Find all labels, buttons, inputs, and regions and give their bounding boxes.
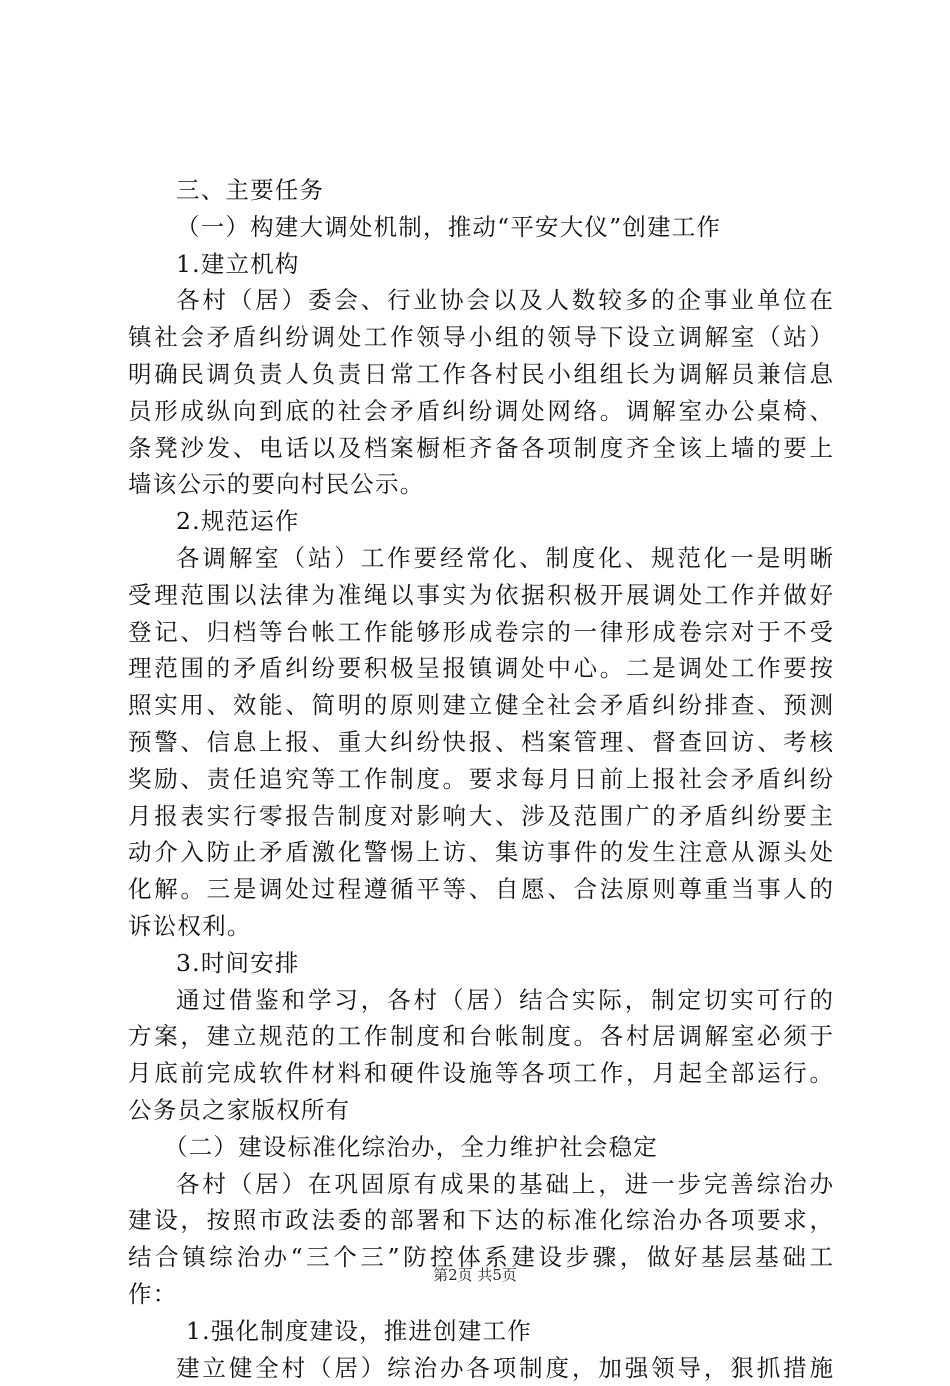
item-heading: 3.时间安排 <box>128 945 833 982</box>
paragraph-line: 公务员之家版权所有 <box>128 1092 833 1129</box>
paragraph-line: 月报表实行零报告制度对影响大、涉及范围广的矛盾纠纷要主 <box>128 798 833 835</box>
item-heading: 2.规范运作 <box>128 503 833 540</box>
paragraph-line: 化解。三是调处过程遵循平等、自愿、合法原则尊重当事人的 <box>128 871 833 908</box>
paragraph-line: 登记、归档等台帐工作能够形成卷宗的一律形成卷宗对于不受 <box>128 614 833 651</box>
paragraph-line: 诉讼权利。 <box>128 908 833 945</box>
paragraph-line: 作： <box>128 1276 833 1313</box>
item-heading: 1.强化制度建设，推进创建工作 <box>128 1313 833 1350</box>
document-body <box>128 172 833 1386</box>
paragraph-line: 建立健全村（居）综治办各项制度，加强领导，狠抓措施 <box>128 1350 833 1386</box>
paragraph-line: 奖励、责任追究等工作制度。要求每月日前上报社会矛盾纠纷 <box>128 761 833 798</box>
paragraph-line: 动介入防止矛盾激化警惕上访、集访事件的发生注意从源头处 <box>128 834 833 871</box>
paragraph-line: 预警、信息上报、重大纠纷快报、档案管理、督查回访、考核 <box>128 724 833 761</box>
paragraph-line: 各调解室（站）工作要经常化、制度化、规范化一是明晰 <box>128 540 833 577</box>
paragraph-line: 各村（居）在巩固原有成果的基础上，进一步完善综治办 <box>128 1166 833 1203</box>
page-number-footer: 第2页 共5页 <box>0 1265 950 1285</box>
paragraph-line: 结合镇综治办“三个三”防控体系建设步骤，做好基层基础工 <box>128 1239 833 1276</box>
paragraph-line: 方案，建立规范的工作制度和台帐制度。各村居调解室必须于 <box>128 1018 833 1055</box>
paragraph-line: 墙该公示的要向村民公示。 <box>128 466 833 503</box>
paragraph-line: 受理范围以法律为准绳以事实为依据积极开展调处工作并做好 <box>128 577 833 614</box>
paragraph-line: 通过借鉴和学习，各村（居）结合实际，制定切实可行的 <box>128 982 833 1019</box>
paragraph-line: 理范围的矛盾纠纷要积极呈报镇调处中心。二是调处工作要按 <box>128 650 833 687</box>
paragraph-line: 各村（居）委会、行业协会以及人数较多的企事业单位在 <box>128 282 833 319</box>
paragraph-line: 月底前完成软件材料和硬件设施等各项工作，月起全部运行。 <box>128 1055 833 1092</box>
paragraph-line: 员形成纵向到底的社会矛盾纠纷调处网络。调解室办公桌椅、 <box>128 393 833 430</box>
section-heading: 三、主要任务 <box>128 172 833 209</box>
subsection-heading: （二）建设标准化综治办，全力维护社会稳定 <box>128 1129 833 1166</box>
paragraph-line: 明确民调负责人负责日常工作各村民小组组长为调解员兼信息 <box>128 356 833 393</box>
paragraph-line: 条凳沙发、电话以及档案橱柜齐备各项制度齐全该上墙的要上 <box>128 430 833 467</box>
subsection-heading: （一）构建大调处机制，推动“平安大仪”创建工作 <box>128 209 833 246</box>
paragraph-line: 镇社会矛盾纠纷调处工作领导小组的领导下设立调解室（站） <box>128 319 833 356</box>
paragraph-line: 照实用、效能、简明的原则建立健全社会矛盾纠纷排查、预测 <box>128 687 833 724</box>
paragraph-line: 建设，按照市政法委的部署和下达的标准化综治办各项要求， <box>128 1202 833 1239</box>
item-heading: 1.建立机构 <box>128 246 833 283</box>
